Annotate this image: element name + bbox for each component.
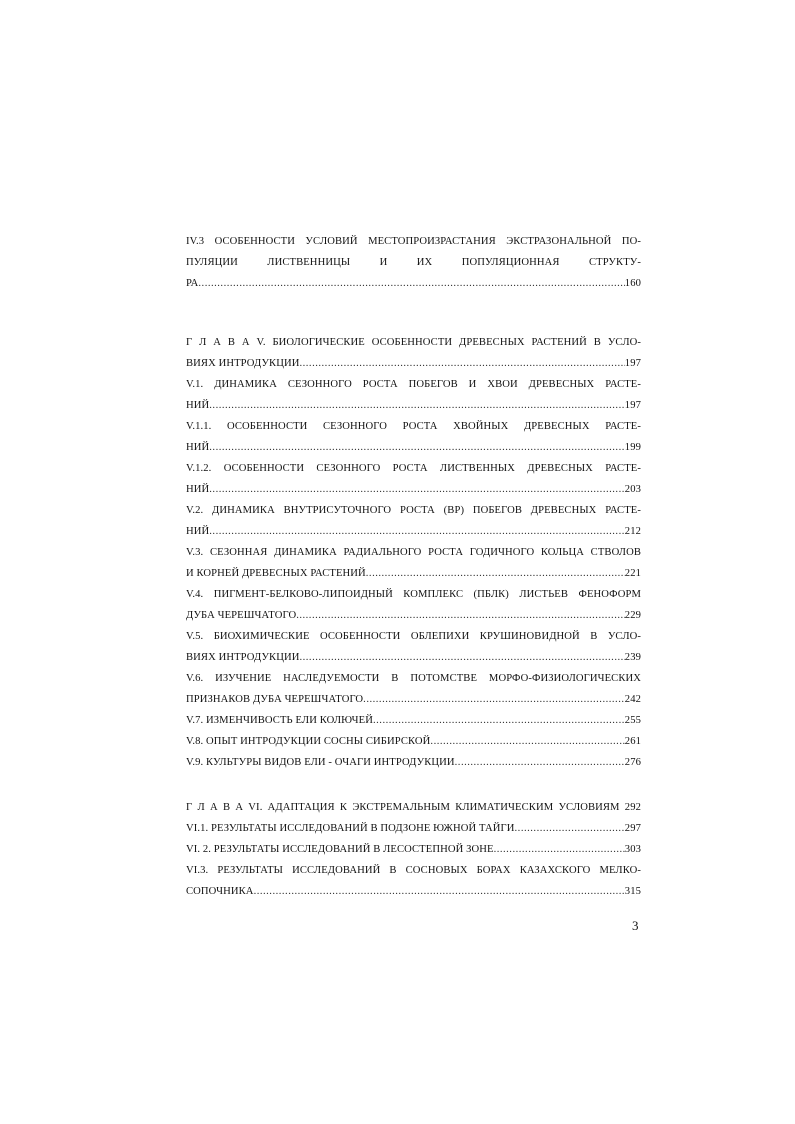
toc-entry-text: ПРИЗНАКОВ ДУБА ЧЕРЕШЧАТОГО	[186, 694, 364, 705]
toc-entry-text: НИЙ	[186, 484, 210, 495]
toc-entry-text: V.7. ИЗМЕНЧИВОСТЬ ЕЛИ КОЛЮЧЕЙ	[186, 715, 373, 726]
toc-page-number: 242	[624, 694, 641, 705]
toc-page-number: 315	[624, 886, 641, 897]
dot-leader	[209, 395, 625, 416]
toc-entry-leader-line	[186, 752, 641, 773]
toc-entry-line: V.1.1. ОСОБЕННОСТИ СЕЗОННОГО РОСТА ХВОЙНЫХ ДРЕВЕСНЫХ РАСТЕ-	[186, 421, 641, 432]
toc-page-number: 303	[624, 844, 641, 855]
toc-entry-leader-line	[186, 521, 641, 542]
toc-entry-text: НИЙ	[186, 442, 210, 453]
toc-entry-line: V.6. ИЗУЧЕНИЕ НАСЛЕДУЕМОСТИ В ПОТОМСТВЕ МОРФО-ФИЗИОЛОГИЧЕСКИХ	[186, 673, 641, 684]
dot-leader	[455, 752, 625, 773]
toc-entry-line: V.2. ДИНАМИКА ВНУТРИСУТОЧНОГО РОСТА (ВР) ПОБЕГОВ ДРЕВЕСНЫХ РАСТЕ-	[186, 505, 641, 516]
dot-leader	[430, 731, 624, 752]
toc-chapter-5	[186, 332, 641, 773]
toc-page-number: 255	[624, 715, 641, 726]
toc-entry-leader-line	[186, 437, 641, 458]
toc-page-number: 297	[624, 823, 641, 834]
toc-entry-text: И КОРНЕЙ ДРЕВЕСНЫХ РАСТЕНИЙ	[186, 568, 366, 579]
toc-entry-leader-line	[186, 710, 641, 731]
toc-entry-leader-line	[186, 563, 641, 584]
toc-entry-text: СОПОЧНИКА	[186, 886, 254, 897]
toc-entry-text: V.9. КУЛЬТУРЫ ВИДОВ ЕЛИ - ОЧАГИ ИНТРОДУКЦИИ	[186, 757, 455, 768]
toc-page-number: 261	[624, 736, 641, 747]
toc-entry-leader-line	[186, 605, 641, 626]
dot-leader	[363, 689, 625, 710]
toc-entry-line: V.5. БИОХИМИЧЕСКИЕ ОСОБЕННОСТИ ОБЛЕПИХИ КРУШИНОВИДНОЙ В УСЛО-	[186, 631, 641, 642]
dot-leader	[299, 353, 624, 374]
toc-entry-text: V.8. ОПЫТ ИНТРОДУКЦИИ СОСНЫ СИБИРСКОЙ	[186, 736, 431, 747]
toc-page-number: 276	[624, 757, 641, 768]
toc-page-number: 197	[624, 400, 641, 411]
toc-entry-line: V.4. ПИГМЕНТ-БЕЛКОВО-ЛИПОИДНЫЙ КОМПЛЕКС (ПБЛК) ЛИСТЬЕВ ФЕНОФОРМ	[186, 589, 641, 600]
dot-leader	[366, 563, 625, 584]
toc-page-number: 199	[624, 442, 641, 453]
toc-entry-line: ПУЛЯЦИИ ЛИСТВЕННИЦЫ И ИХ ПОПУЛЯЦИОННАЯ СТРУКТУ-	[186, 257, 641, 268]
toc-page-number: 229	[624, 610, 641, 621]
toc-entry-text: VI. 2. РЕЗУЛЬТАТЫ ИССЛЕДОВАНИЙ В ЛЕСОСТЕПНОЙ ЗОНЕ	[186, 844, 494, 855]
toc-entry-text: VI.1. РЕЗУЛЬТАТЫ ИССЛЕДОВАНИЙ В ПОДЗОНЕ ЮЖНОЙ ТАЙГИ	[186, 823, 515, 834]
dot-leader	[198, 273, 624, 294]
toc-entry-text: НИЙ	[186, 400, 210, 411]
toc-entry-leader-line	[186, 647, 641, 668]
chapter-title-line: Г Л А В А VI. АДАПТАЦИЯ К ЭКСТРЕМАЛЬНЫМ КЛИМАТИЧЕСКИМ УСЛОВИЯМ 292	[186, 802, 641, 813]
dot-leader	[209, 521, 625, 542]
toc-page-number: 212	[624, 526, 641, 537]
toc-section-iv3	[186, 231, 641, 294]
toc-entry-leader-line	[186, 273, 641, 294]
toc-entry-leader-line	[186, 839, 641, 860]
toc-entry-text: ДУБА ЧЕРЕШЧАТОГО	[186, 610, 297, 621]
dot-leader	[209, 479, 625, 500]
toc-entry-text: ВИЯХ ИНТРОДУКЦИИ	[186, 652, 300, 663]
page-number: 3	[632, 918, 639, 933]
toc-entry-line: V.1. ДИНАМИКА СЕЗОННОГО РОСТА ПОБЕГОВ И ХВОИ ДРЕВЕСНЫХ РАСТЕ-	[186, 379, 641, 390]
toc-page-number: 160	[624, 278, 641, 289]
dot-leader	[296, 605, 625, 626]
toc-page-number: 197	[624, 358, 641, 369]
dot-leader	[494, 839, 625, 860]
toc-entry-line: VI.3. РЕЗУЛЬТАТЫ ИССЛЕДОВАНИЙ В СОСНОВЫХ БОРАХ КАЗАХСКОГО МЕЛКО-	[186, 865, 641, 876]
toc-entry-line: IV.3 ОСОБЕННОСТИ УСЛОВИЙ МЕСТОПРОИЗРАСТАНИЯ ЭКСТРАЗОНАЛЬНОЙ ПО-	[186, 236, 641, 247]
toc-entry-line: V.3. СЕЗОННАЯ ДИНАМИКА РАДИАЛЬНОГО РОСТА ГОДИЧНОГО КОЛЬЦА СТВОЛОВ	[186, 547, 641, 558]
toc-entry-leader-line	[186, 881, 641, 902]
toc-entry-leader-line	[186, 731, 641, 752]
toc-entry-leader-line	[186, 479, 641, 500]
toc-page-number: 239	[624, 652, 641, 663]
dot-leader	[515, 818, 625, 839]
toc-entry-leader-line	[186, 353, 641, 374]
toc-page-number: 203	[624, 484, 641, 495]
toc-page-number: 221	[624, 568, 641, 579]
toc-entry-text: ВИЯХ ИНТРОДУКЦИИ	[186, 358, 300, 369]
toc-chapter-6	[186, 797, 641, 902]
dot-leader	[209, 437, 625, 458]
toc-entry-leader-line	[186, 818, 641, 839]
toc-entry-line: V.1.2. ОСОБЕННОСТИ СЕЗОННОГО РОСТА ЛИСТВЕННЫХ ДРЕВЕСНЫХ РАСТЕ-	[186, 463, 641, 474]
toc-entry-leader-line	[186, 689, 641, 710]
toc-entry-text: РА	[186, 278, 199, 289]
dot-leader	[254, 881, 625, 902]
dot-leader	[373, 710, 625, 731]
toc-entry-text: НИЙ	[186, 526, 210, 537]
dot-leader	[299, 647, 624, 668]
toc-entry-leader-line	[186, 395, 641, 416]
chapter-title-line: Г Л А В А V. БИОЛОГИЧЕСКИЕ ОСОБЕННОСТИ ДРЕВЕСНЫХ РАСТЕНИЙ В УСЛО-	[186, 337, 641, 348]
